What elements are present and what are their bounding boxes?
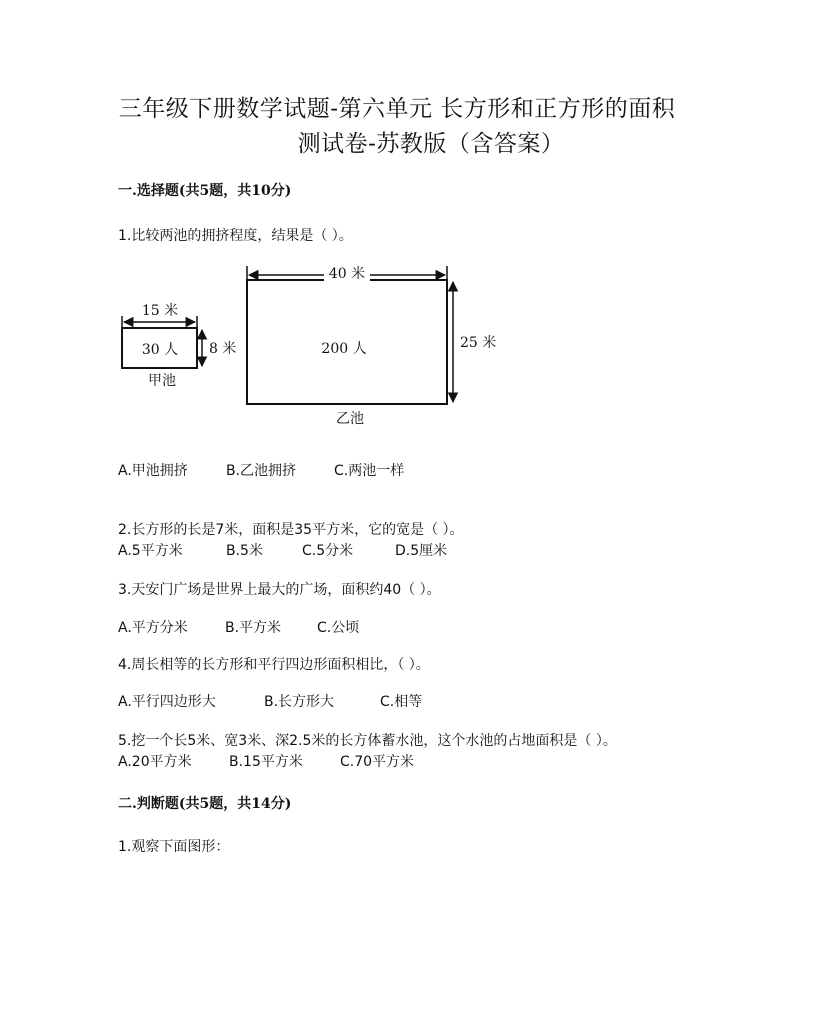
question-4-stem: 4.周长相等的长方形和平行四边形面积相比，（ ）。 — [118, 657, 430, 673]
pool-a-name: 甲池 — [148, 373, 176, 389]
option-3-a[interactable]: A.平方分米 — [118, 620, 188, 636]
option-4-c[interactable]: C.相等 — [380, 694, 423, 710]
option-2-b[interactable]: B.5米 — [226, 543, 263, 559]
option-5-b[interactable]: B.15平方米 — [229, 754, 303, 770]
option-3-b[interactable]: B.平方米 — [225, 620, 282, 636]
pool-comparison-figure — [112, 258, 497, 434]
question-3-options — [118, 617, 359, 637]
pool-a-people: 30 人 — [141, 342, 179, 358]
option-2-d[interactable]: D.5厘米 — [395, 543, 448, 559]
question-2-stem: 2.长方形的长是7米，面积是35平方米，它的宽是（ ）。 — [118, 522, 464, 538]
pool-a — [122, 302, 236, 389]
question-1-stem: 1.比较两池的拥挤程度，结果是（ ）。 — [118, 228, 353, 244]
pool-b — [247, 264, 496, 427]
option-4-a[interactable]: A.平行四边形大 — [118, 694, 216, 710]
option-5-a[interactable]: A.20平方米 — [118, 754, 192, 770]
option-2-a[interactable]: A.5平方米 — [118, 543, 183, 559]
option-5-c[interactable]: C.70平方米 — [340, 754, 415, 770]
pool-b-people: 200 人 — [321, 341, 367, 357]
section2-question-1-stem: 1.观察下面图形： — [118, 839, 230, 855]
pool-a-width-label: 15 米 — [141, 303, 179, 319]
pool-b-name: 乙池 — [336, 411, 364, 427]
question-4-options — [118, 691, 422, 711]
section-heading-judgement: 二.判断题(共5题，共14分) — [118, 796, 292, 812]
section-heading-choice: 一.选择题(共5题，共10分) — [118, 183, 292, 199]
question-1-options — [118, 460, 404, 480]
option-1-b[interactable]: B.乙池拥挤 — [226, 463, 297, 479]
question-3-stem: 3.天安门广场是世界上最大的广场，面积约40（ ）。 — [118, 582, 441, 598]
option-1-a[interactable]: A.甲池拥挤 — [118, 463, 188, 479]
page-title-line2: 测试卷-苏教版（含答案） — [297, 131, 565, 157]
pool-a-height-label: 8 米 — [209, 341, 237, 357]
pool-b-width-label: 40 米 — [328, 266, 366, 282]
question-2-options — [118, 540, 447, 560]
option-4-b[interactable]: B.长方形大 — [264, 694, 335, 710]
question-5-options — [118, 751, 414, 771]
option-1-c[interactable]: C.两池一样 — [334, 463, 405, 479]
option-2-c[interactable]: C.5分米 — [302, 543, 354, 559]
option-3-c[interactable]: C.公顷 — [317, 620, 360, 636]
page-title-line1: 三年级下册数学试题-第六单元 长方形和正方形的面积 — [118, 96, 676, 122]
question-5-stem: 5.挖一个长5米、宽3米、深2.5米的长方体蓄水池，这个水池的占地面积是（ ）。 — [118, 733, 617, 749]
pool-b-height-label: 25 米 — [460, 335, 497, 351]
